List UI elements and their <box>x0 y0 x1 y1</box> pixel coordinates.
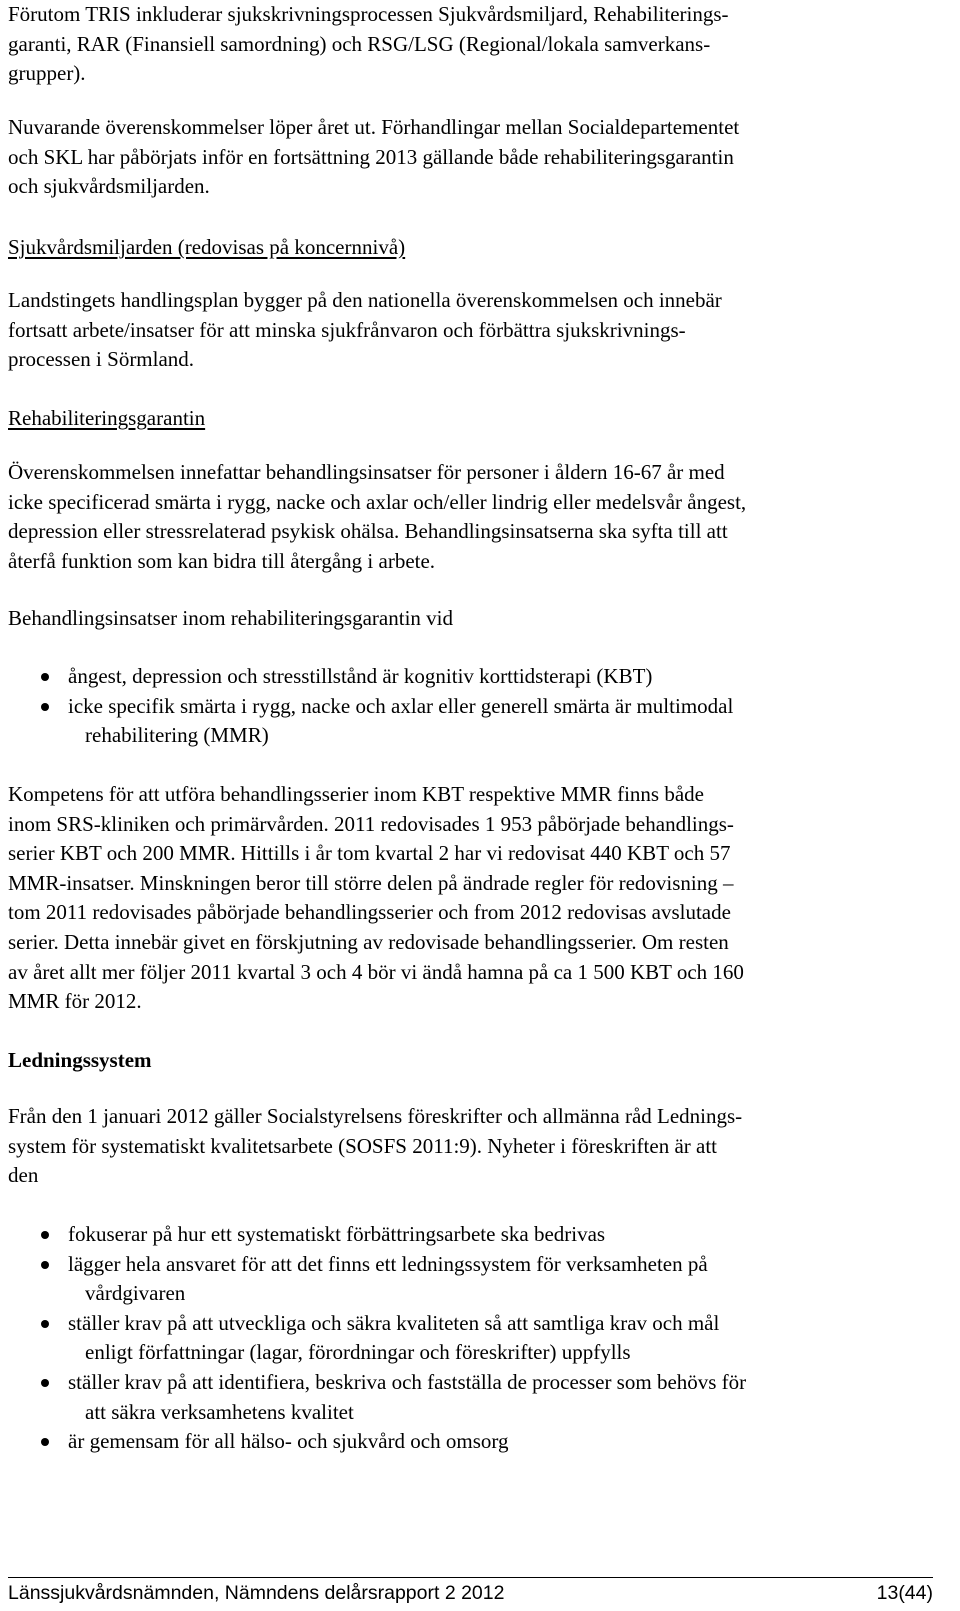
bullet-icon <box>41 1320 49 1328</box>
bullet-icon <box>41 1379 49 1387</box>
intro-paragraph: Förutom TRIS inkluderar sjukskrivningsprocessen Sjukvårdsmiljard, Rehabiliterings- garanti, RAR (Finansiell samordning) och RSG/LSG (Regional/lokala samverkans- grupper). <box>8 2 729 86</box>
competence-paragraph: Kompetens för att utföra behandlingsserier inom KBT respektive MMR finns både inom SRS-kliniken och primärvården. 2011 redovisades 1 953 påbörjade behandlings- serier KBT och 200 MMR. Hittills i år tom kvartal 2 har vi redovisat 440 KBT och 57 MMR-insatser. Minskningen beror till större delen på ändrade regler för redovisning – tom 2011 redovisades påbörjade behandlingsserier och from 2012 redovisas avslutade serier. Detta innebär givet en förskjutning av redovisade behandlingsserier. Om resten av året allt mer följer 2011 kvartal 3 och 4 bör vi ändå hamna på ca 1 500 KBT och 160 MMR för 2012. <box>8 782 744 1014</box>
section-heading-ledningssystem: Ledningssystem <box>8 1048 152 1072</box>
list-item: är gemensam för all hälso- och sjukvård och omsorg <box>0 1427 925 1457</box>
bullet-icon <box>41 673 49 681</box>
footer-document-title: Länssjukvårdsnämnden, Nämndens delårsrapport 2 2012 <box>8 1582 505 1604</box>
list-item: fokuserar på hur ett systematiskt förbättringsarbete ska bedrivas <box>0 1220 925 1250</box>
list-item: lägger hela ansvaret för att det finns ett ledningssystem för verksamheten på vårdgivaren <box>0 1250 925 1309</box>
action-plan-paragraph: Landstingets handlingsplan bygger på den nationella överenskommelsen och innebär fortsatt arbete/insatser för att minska sjukfrånvaron och förbättra sjukskrivnings- processen i Sörmland. <box>8 288 722 372</box>
treatment-list <box>0 662 925 751</box>
page-number: 13(44) <box>876 1582 933 1604</box>
agreement-scope-paragraph: Överenskommelsen innefattar behandlingsinsatser för personer i åldern 16-67 år med icke specificerad smärta i rygg, nacke och axlar och/eller lindrig eller medelsvår ångest, depression eller stressrelaterad psykisk ohälsa. Behandlingsinsatserna ska syfta till att återfå funktion som kan bidra till återgång i arbete. <box>8 460 747 573</box>
regulation-list <box>0 1220 925 1457</box>
bullet-icon <box>41 1438 49 1446</box>
bullet-icon <box>41 1261 49 1269</box>
footer-divider <box>8 1577 933 1578</box>
section-heading-rehabiliteringsgarantin: Rehabiliteringsgarantin <box>8 406 206 430</box>
list-item: ställer krav på att identifiera, beskriva och fastställa de processer som behövs för att säkra verksamhetens kvalitet <box>0 1368 925 1427</box>
regulation-paragraph: Från den 1 januari 2012 gäller Socialstyrelsens föreskrifter och allmänna råd Lednings- system för systematiskt kvalitetsarbete (SOSFS 2011:9). Nyheter i föreskriften är att den <box>8 1104 743 1188</box>
bullet-icon <box>41 703 49 711</box>
section-heading-sjukvardsmiljarden: Sjukvårdsmiljarden (redovisas på koncernnivå) <box>8 235 406 259</box>
list-item: ställer krav på att utveckliga och säkra kvaliteten så att samtliga krav och mål enligt författningar (lagar, förordningar och föreskrifter) uppfylls <box>0 1309 925 1368</box>
treatment-intro-paragraph: Behandlingsinsatser inom rehabiliteringsgarantin vid <box>8 606 453 630</box>
agreements-paragraph: Nuvarande överenskommelser löper året ut. Förhandlingar mellan Socialdepartementet och SKL har påbörjats inför en fortsättning 2013 gällande både rehabiliteringsgarantin och sjukvårdsmiljarden. <box>8 115 740 199</box>
list-item: ångest, depression och stresstillstånd är kognitiv korttidsterapi (KBT) <box>0 662 925 692</box>
bullet-icon <box>41 1231 49 1239</box>
list-item: icke specifik smärta i rygg, nacke och axlar eller generell smärta är multimodal rehabilitering (MMR) <box>0 692 925 751</box>
